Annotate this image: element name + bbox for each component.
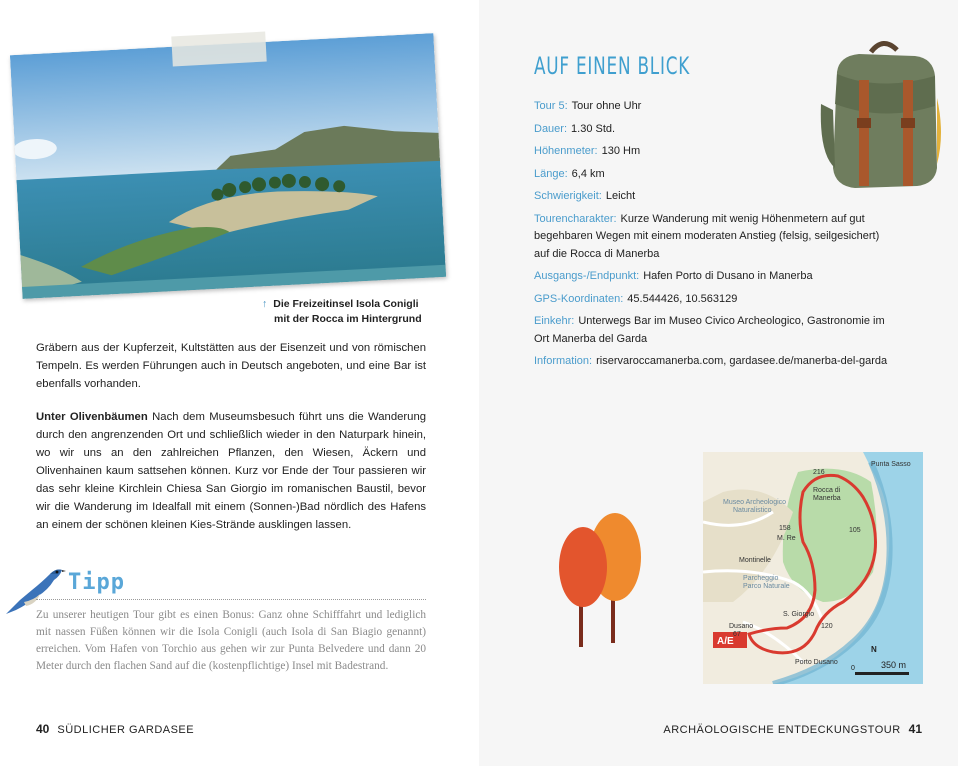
map-label-punta-sasso: Punta Sasso (871, 461, 911, 468)
arrow-up-icon: ↑ (262, 298, 268, 310)
page-number-right: 41 (908, 722, 922, 736)
fact-food: Einkehr: Unterwegs Bar im Museo Civico Archeologico, Gastronomie im Ort Manerba del Garda (534, 315, 885, 345)
running-head-left: SÜDLICHER GARDASEE (57, 724, 195, 736)
map-label-porto-dusano: Porto Dusano (795, 659, 838, 666)
map-label-museo: Museo Archeologico (723, 499, 787, 506)
map-label-mre: M. Re (777, 535, 796, 542)
tip-title: Tipp (68, 570, 125, 595)
running-head-right: ARCHÄOLOGISCHE ENTDECKUNGSTOUR (663, 724, 901, 736)
svg-text:350 m: 350 m (881, 660, 907, 670)
map-label-158: 158 (779, 525, 791, 532)
fact-information: Information: riservaroccamanerba.com, gardasee.de/manerba-del-garda (534, 355, 888, 367)
map-label-parco: Parco Naturale (743, 583, 790, 590)
map-label-67: 67 (733, 631, 741, 638)
photo-tape (171, 32, 266, 67)
right-page (479, 0, 958, 766)
paragraph-2-heading: Unter Olivenbäumen (36, 411, 148, 423)
fact-start-end: Ausgangs-/Endpunkt: Hafen Porto di Dusano in Manerba (534, 270, 813, 282)
photo-isola-conigli (10, 33, 446, 299)
footer-left (36, 722, 194, 736)
map-label-montinelle: Montinelle (739, 557, 771, 564)
photo-caption: ↑ Die Freizeitinsel Isola Conigli mit der Rocca im Hintergrund (262, 298, 422, 325)
map-label-dusano: Dusano (729, 623, 754, 630)
map-label-rocca: Rocca di (813, 487, 841, 494)
svg-text:0: 0 (851, 665, 855, 672)
map-label-sgiorgio: S. Giorgio (783, 611, 815, 618)
at-a-glance-title: AUF EINEN BLICK (534, 52, 691, 80)
paragraph-2: Unter Olivenbäumen Nach dem Museumsbesuch führt uns die Wanderung durch den angrenzenden Ort und schließlich wieder in den Naturpark hinein, wo wir uns an den zahlreichen Pflanzen, den Wiesen, Äckern und Olivenhainen kaum sattsehen können. Kurz vor Ende der Tour passieren wir das sehr kleine Kirchlein Chiesa San Giorgio im romanischen Baustil, bevor wir die Wanderung im Idealfall mit einem (Sonnen-)Bad nördlich des Hafens an einem der schönen kleinen Kies-Strände ausklingen lassen. (36, 411, 427, 531)
tip-divider (36, 599, 426, 600)
page-number-left: 40 (36, 722, 50, 736)
map-label-start: A/E (717, 636, 734, 647)
map-label-parcheggio: Parcheggio (743, 575, 779, 582)
map-label-216: 216 (813, 469, 825, 476)
fact-gps: GPS-Koordinaten: 45.544426, 10.563129 (534, 292, 738, 305)
fact-duration: Dauer: 1.30 Std. (534, 122, 616, 135)
fact-difficulty: Schwierigkeit: Leicht (534, 190, 636, 202)
map-label-manerba: Manerba (813, 495, 841, 502)
fact-length: Länge: 6,4 km (534, 167, 605, 180)
fact-character: Tourencharakter: Kurze Wanderung mit wenig Höhenmetern auf gut begehbaren Wegen mit einem moderaten Anstieg (felsig, seilgesichert) auf die Rocca di Manerba (534, 212, 880, 260)
backpack-icon (819, 34, 947, 194)
fact-elevation: Höhenmeter: 130 Hm (534, 145, 641, 157)
paragraph-1: Gräbern aus der Kupferzeit, Kultstätten aus der Eisenzeit und von römischen Tempeln. Es werden Führungen auch in Deutsch angeboten, und eine Bar ist ebenfalls vorhanden. (36, 342, 426, 390)
tip-text: Zu unserer heutigen Tour gibt es einen Bonus: Ganz ohne Schifffahrt und lediglich mit nassen Füßen können wir die Isola Conigli (auch Isola di San Biagio genannt) erreichen. Vom Hafen von Torchio aus gehen wir zur Punta Belvedere und dann 20 Meter durch den flachen Sand auf die (kostenpflichtige) Insel mit Badestrand. (36, 609, 426, 672)
route-map (703, 452, 923, 684)
map-label-120: 120 (821, 623, 833, 630)
map-label-museo-2: Naturalistico (733, 507, 772, 514)
fact-tour: Tour 5: Tour ohne Uhr (534, 100, 642, 112)
footer-right (663, 722, 922, 736)
map-label-105: 105 (849, 527, 861, 534)
autumn-trees-icon (553, 505, 653, 650)
north-icon: N (871, 645, 877, 654)
